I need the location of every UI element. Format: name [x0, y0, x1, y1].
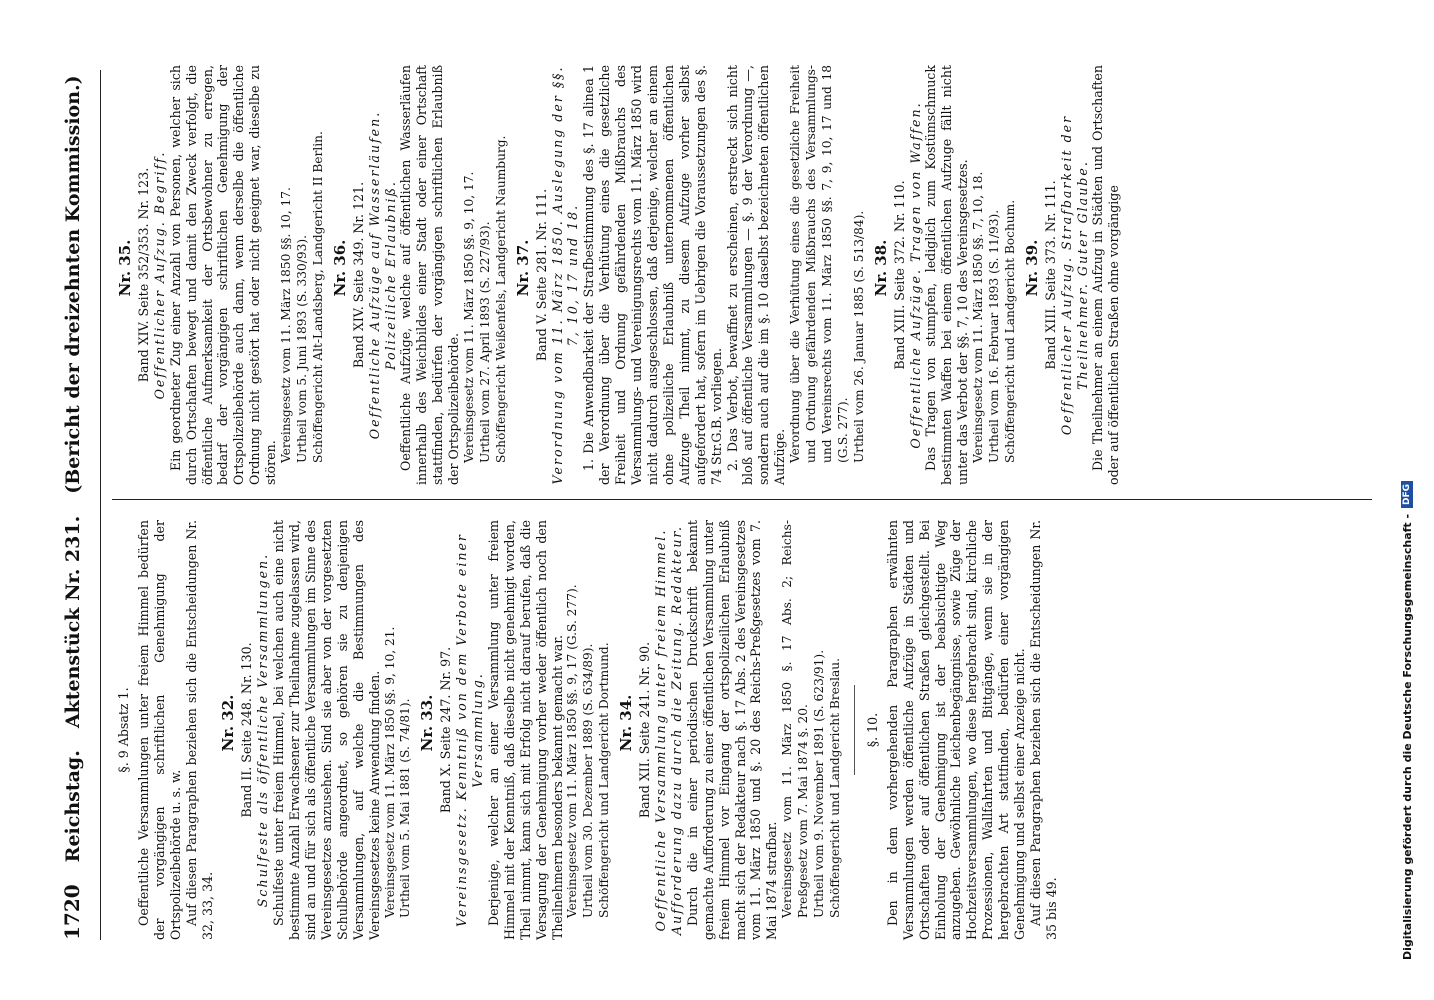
page-header	[60, 70, 100, 940]
volume-reference: Band V. Seite 281. Nr. 111.	[533, 188, 549, 362]
body-text: Ein geordneter Zug einer Anzahl von Personen, welcher sich durch Ortschaften bewegt und damit den Zweck verfolgt, die öffentliche Aufmerksamkeit der Ortsbewohner zu erregen, bedarf der vorgängigen schriftlichen Genehmigung der Ortspolizeibehörde auch dann, wenn derselbe die öffentliche Ordnung nicht gestört hat oder nicht geeignet war, dieselbe zu stören.	[167, 65, 279, 485]
decision-subject: Oeffentliche Versammlung unter freiem Himmel. Aufforderung dazu durch die Zeitung. Redakteur.	[653, 524, 684, 936]
citation: Urtheil vom 27. April 1893 (S. 227/93).	[477, 221, 492, 463]
left-column	[112, 520, 1372, 940]
decision-subject: Oeffentliche Aufzüge. Tragen von Waffen.	[907, 101, 923, 449]
digitization-credit	[1395, 20, 1419, 960]
dfg-logo: DFG	[1401, 481, 1413, 508]
decision-number: Nr. 37.	[513, 239, 532, 297]
decision-subject: Vereinsgesetz. Kenntniß von dem Verbote einer Versammlung.	[454, 533, 486, 927]
header-rule	[100, 70, 101, 940]
body-text: Auf diesen Paragraphen beziehen sich die Entscheidungen Nr. 32, 33, 34.	[183, 520, 215, 940]
citation: Urtheil vom 26. Januar 1885 (S. 513/84).	[851, 210, 866, 463]
body-text: Durch die in einer periodischen Druckschrift bekannt gemachte Aufforderung zu einer öffentlichen Versammlung unter freiem Himmel vor Eingang der ortspolizeilichen Erlaubniß macht sich der Redakteur nach §. 17 Abs. 2 des Vereinsgesetzes vom 11. März 1850 und §. 20 des Reichs-Preßgesetzes vom 7. Mai 1874 strafbar.	[684, 520, 780, 940]
volume-reference: Band XIV. Seite 352/353. Nr. 123.	[135, 167, 151, 383]
citation: Urtheil vom 30. Dezember 1889 (S. 634/89).	[581, 643, 596, 918]
header-right: (Bericht der dreizehnten Kommission.)	[62, 75, 84, 494]
body-text: 1. Die Anwendbarkeit der Strafbestimmung des §. 17 alinea 1 der Verordnung über die Verhütung eines die gesetzliche Freiheit und Ordnung gefährdenden Mißbrauchs des Versammlungs- und Vereinigungsrechts vom 11. März 1850 wird nicht dadurch ausgeschlossen, daß derjenige, welcher an einem ohne polizeiliche Erlaubniß unternommenen öffentlichen Aufzuge Theil nimmt, zu diesem Aufzuge vorher selbst aufgefordert hat, sofern im Uebrigen die Voraussetzungen des §. 74 Str.G.B. vorliegen.	[581, 65, 724, 485]
citation: Schöffengericht und Landgericht Bochum.	[1002, 199, 1017, 463]
header-left: Reichstag.	[62, 750, 84, 863]
body-text: Auf diesen Paragraphen beziehen sich die Entscheidungen Nr. 35 bis 49.	[1027, 520, 1059, 940]
citation: Schöffengericht und Landgericht Dortmund.	[597, 642, 612, 918]
citation: Vereinsgesetz vom 11. März 1850 §§. 9, 10, 21.	[382, 626, 397, 918]
decision-number: Nr. 34.	[617, 694, 636, 752]
decision-subject: Schulfeste als öffentliche Versammlungen.	[255, 552, 271, 908]
decision-subject: Verordnung vom 11. März 1850. Auslegung der §§. 7, 10, 17 und 18.	[549, 65, 581, 485]
citation: Vereinsgesetz vom 11. März 1850 §§. 9, 10, 17.	[462, 171, 477, 463]
body-text: Das Tragen von stumpfen, lediglich zum Kostümschmuck bestimmten Waffen bei einem öffentlichen Aufzuge fällt nicht unter das Verbot der §§. 7, 10 des Vereinsgesetzes.	[923, 65, 971, 485]
decision-number: Nr. 35.	[116, 239, 134, 297]
citation: Urtheil vom 5. Juni 1893 (S. 330/93).	[294, 234, 309, 463]
citation: Verordnung über die Verhütung eines die gesetzliche Freiheit und Ordnung gefährdenden Mißbrauchs des Versammlungs- und Vereinsrechts vom 11. März 1850 §§. 7, 9, 10, 17 und 18 (G.S. 277).	[788, 65, 850, 463]
volume-reference: Band II. Seite 248. Nr. 130.	[239, 642, 255, 818]
column-divider	[112, 499, 1372, 500]
section-divider	[854, 685, 855, 775]
citation: Urtheil vom 9. November 1891 (S. 623/91).	[812, 649, 827, 918]
volume-reference: Band X. Seite 247. Nr. 97.	[438, 646, 454, 814]
citation: Urtheil vom 5. Mai 1881 (S. 74/81).	[398, 698, 413, 918]
volume-reference: Band XII. Seite 241. Nr. 90.	[637, 641, 653, 819]
volume-reference: Band XIII. Seite 373. Nr. 111.	[1042, 180, 1058, 370]
citation: Vereinsgesetz vom 11. März 1850 §§. 10, 17.	[279, 187, 294, 463]
body-text: 2. Das Verbot, bewaffnet zu erscheinen, erstreckt sich nicht bloß auf öffentliche Versammlungen — §. 9 der Verordnung —, sondern auch auf die im §. 10 daselbst bezeichneten öffentlichen Aufzüge.	[724, 65, 788, 485]
body-text: Den in dem vorhergehenden Paragraphen erwähnten Versammlungen werden öffentliche Aufzüge in Städten und Ortschaften oder auf öffentlichen Straßen gleichgestellt. Bei Einholung der Genehmigung ist der beabsichtigte Weg anzugeben. Gewöhnliche Leichenbegängnisse, sowie Züge der Hochzeitsversammlungen, wo diese hergebracht sind, kirchliche Prozessionen, Wallfahrten und Bittgänge, wenn sie in der hergebrachten Art stattfinden, bedürfen einer vorgängigen Genehmigung und selbst einer Anzeige nicht.	[884, 520, 1028, 940]
right-column	[112, 65, 1372, 485]
decision-subject: Oeffentlicher Aufzug. Begriff.	[151, 150, 167, 400]
citation: Schöffengericht und Landgericht Breslau.	[827, 658, 842, 918]
citation: Vereinsgesetz vom 11. März 1850 §§. 7, 10, 18.	[971, 171, 986, 463]
body-text: Oeffentliche Aufzüge, welche auf öffentlichen Wasserläufen innerhalb des Weichbildes einer Stadt oder einer Ortschaft stattfinden, bedürfen der vorgängigen schriftlichen Erlaubniß der Ortspolizeibehörde.	[398, 65, 462, 485]
paragraph-heading: §. 9 Absatz 1.	[116, 687, 131, 773]
header-center: Aktenstück Nr. 231.	[62, 515, 84, 729]
citation: Vereinsgesetz vom 11. März 1850 §. 17 Abs. 2; Reichs-Preßgesetz vom 7. Mai 1874 §. 20.	[780, 520, 811, 918]
decision-number: Nr. 39.	[1022, 239, 1041, 297]
body-text: Schulfeste unter freiem Himmel, bei welchen auch eine nicht bestimmte Anzahl Erwachsener zur Theilnahme zugelassen wird, sind an und für sich als öffentliche Versammlungen im Sinne des Vereinsgesetzes anzusehen. Sind sie aber von der vorgesetzten Schulbehörde angeordnet, so gehören sie zu denjenigen Versammlungen, auf welche die Bestimmungen des Vereinsgesetzes keine Anwendung finden.	[271, 520, 382, 940]
citation: Vereinsgesetz vom 11. März 1850 §§. 9, 17 (G.S. 277).	[565, 584, 580, 918]
decision-subject: Oeffentliche Aufzüge auf Wasserläufen. Polizeiliche Erlaubniß.	[366, 110, 398, 440]
citation: Schöffengericht Weißenfels, Landgericht Naumburg.	[493, 135, 508, 463]
citation: Urtheil vom 16. Februar 1893 (S. 11/93).	[987, 209, 1002, 463]
page-number: 1720	[60, 884, 84, 940]
decision-number: Nr. 32.	[219, 694, 238, 752]
body-text: Oeffentliche Versammlungen unter freiem Himmel bedürfen der vorgängigen schriftlichen Genehmigung der Ortspolizeibehörde u. s. w.	[135, 520, 183, 940]
body-text: Die Theilnehmer an einem Aufzug in Städten und Ortschaften oder auf öffentlichen Straßen ohne vorgängige	[1090, 65, 1122, 485]
credit-text: Digitalisierung gefördert durch die Deutsche Forschungsgemeinschaft -	[1400, 513, 1414, 960]
paragraph-heading: §. 10.	[864, 712, 880, 748]
volume-reference: Band XIII. Seite 372. Nr. 110.	[891, 180, 907, 370]
citation: Schöffengericht Alt-Landsberg, Landgericht II Berlin.	[310, 131, 325, 463]
body-text: Derjenige, welcher an einer Versammlung unter freiem Himmel mit der Kenntniß, daß dieselbe nicht genehmigt worden, Theil nimmt, kann sich mit Erfolg nicht darauf berufen, daß die Versagung der Genehmigung vorher weder öffentlich noch den Theilnehmern besonders bekannt gemacht war.	[485, 520, 565, 940]
decision-number: Nr. 38.	[871, 239, 890, 297]
decision-subject: Oeffentlicher Aufzug. Strafbarkeit der Theilnehmer. Guter Glaube.	[1058, 114, 1090, 436]
decision-number: Nr. 33.	[418, 694, 437, 752]
decision-number: Nr. 36.	[330, 239, 349, 297]
volume-reference: Band XIV. Seite 349. Nr. 121.	[350, 181, 366, 369]
